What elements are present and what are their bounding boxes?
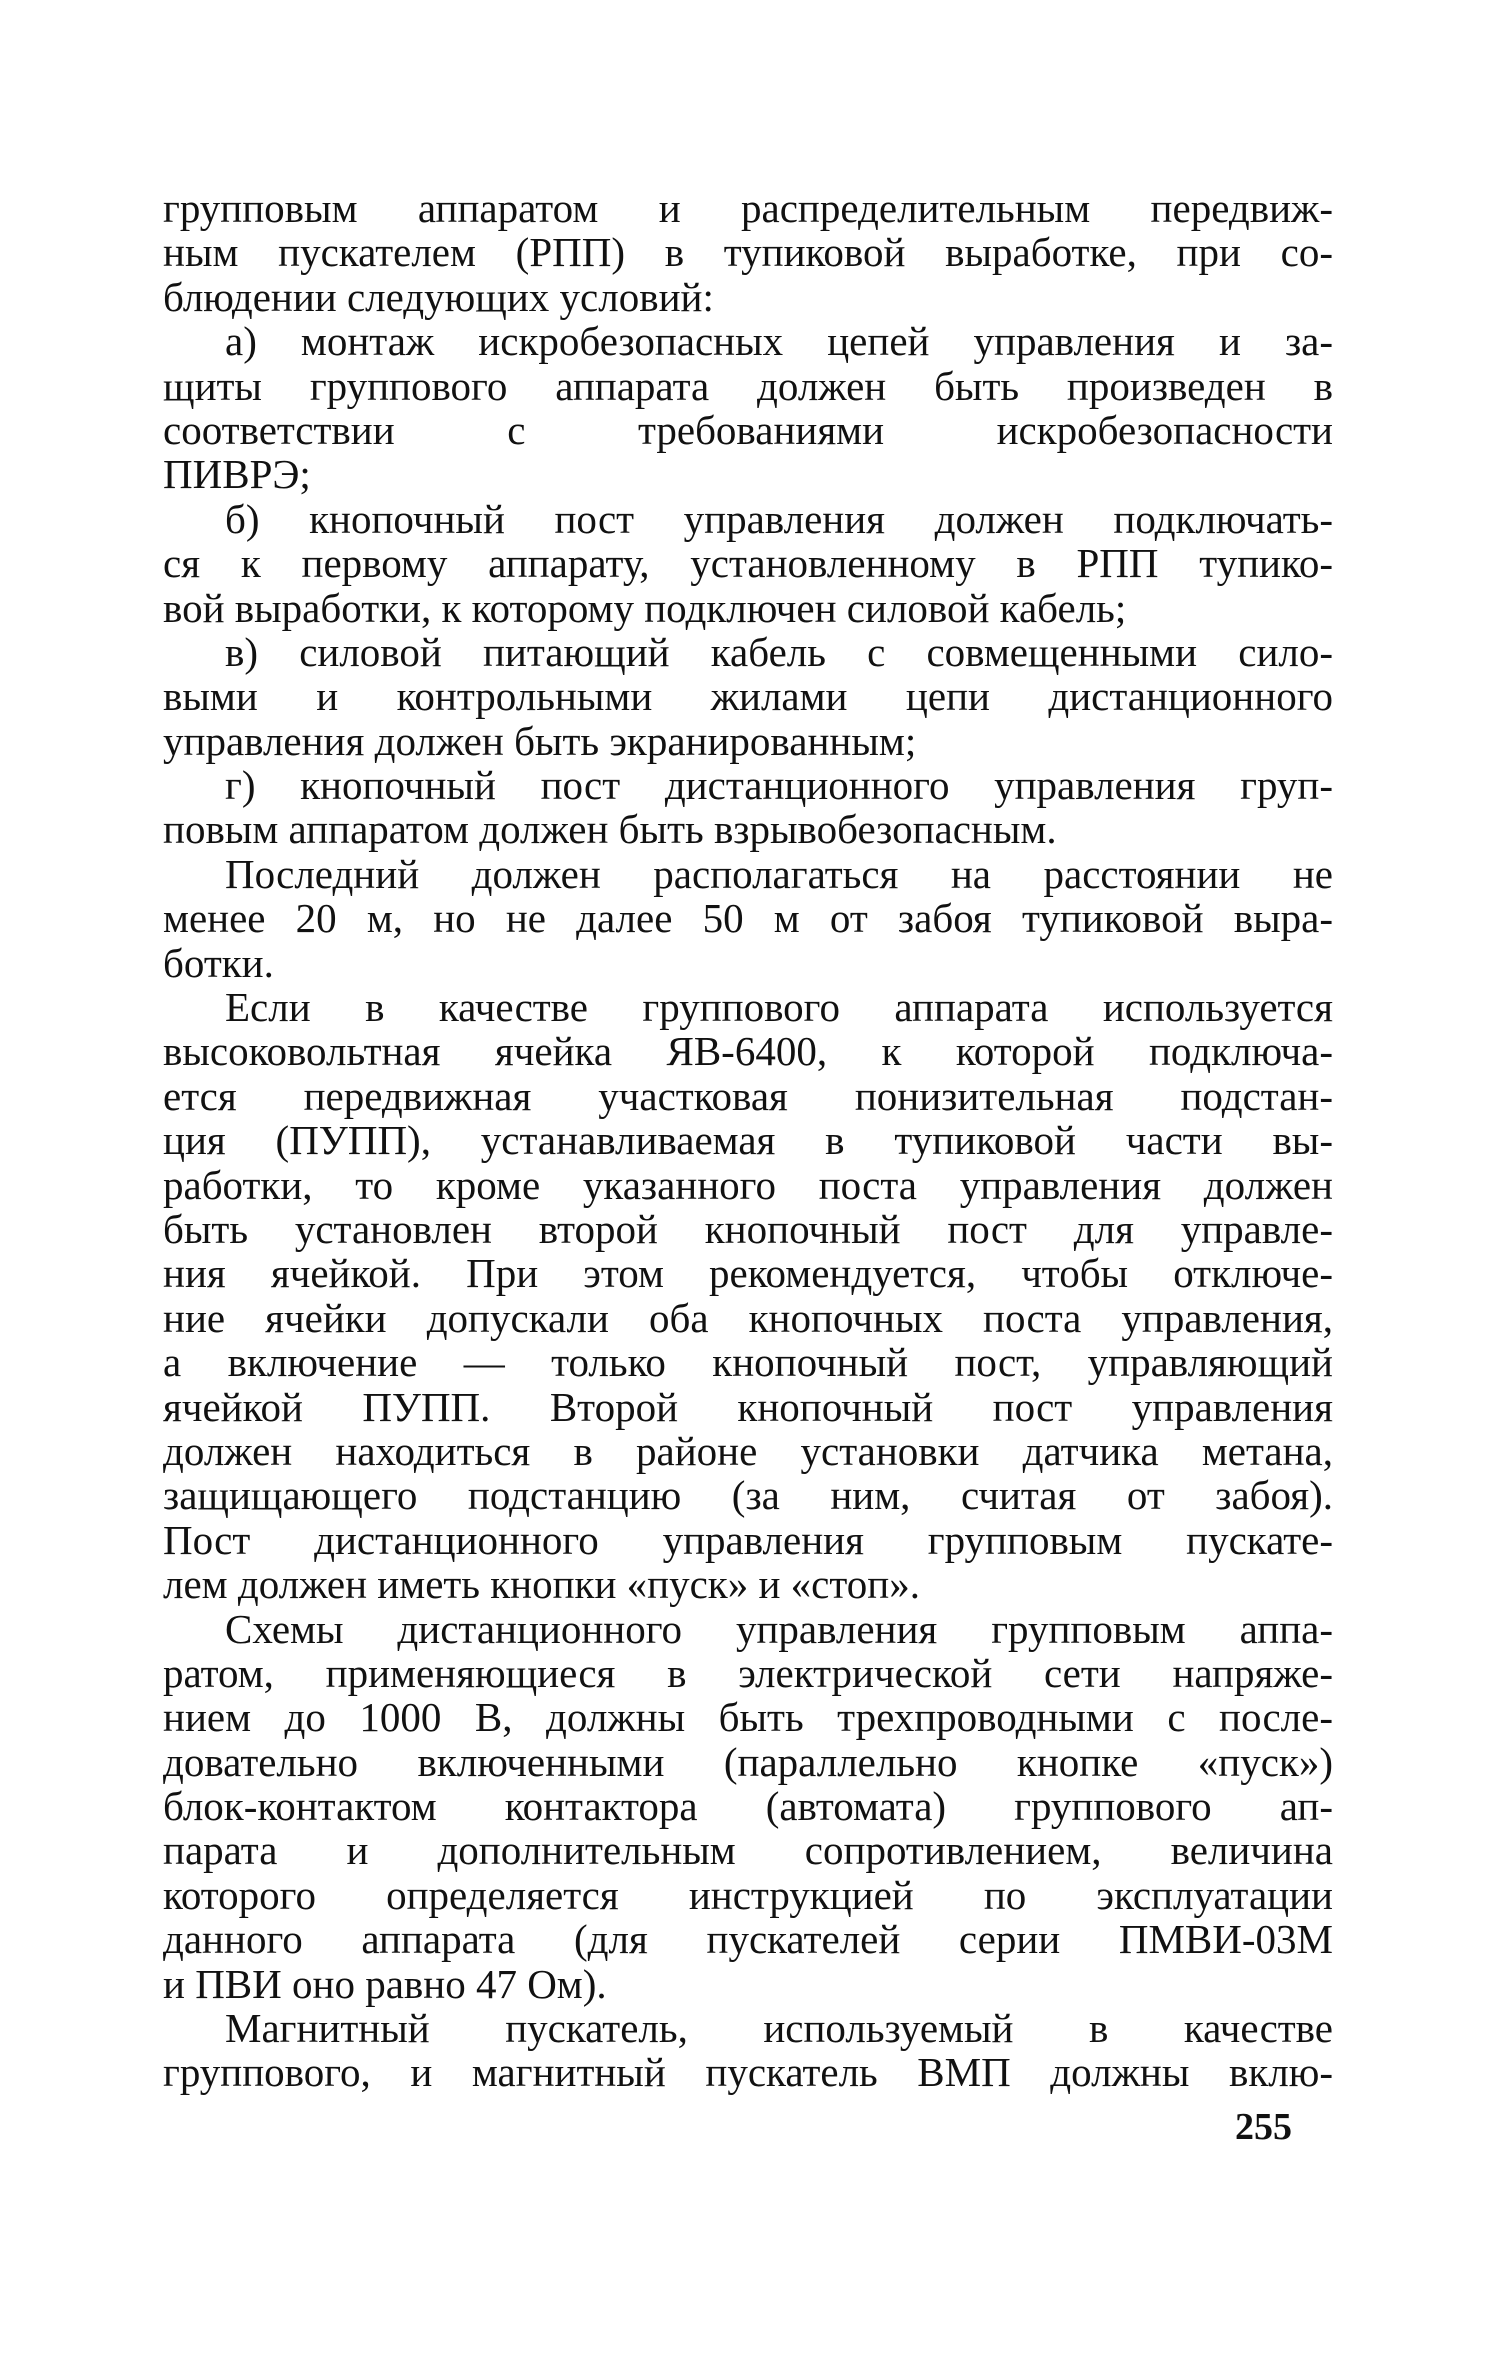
text-line: а включение — только кнопочный пост, управляющий [163,1339,1333,1386]
text-line: ция (ПУПП), устанавливаемая в тупиковой части вы- [163,1117,1333,1164]
text-line: Схемы дистанционного управления групповым аппа- [225,1605,1333,1652]
text-line: должен находиться в районе установки датчика метана, [163,1427,1333,1474]
page-number: 255 [1235,2106,1292,2148]
text-line: ния ячейкой. При этом рекомендуется, чтобы отключе- [163,1250,1333,1297]
text-line: в) силовой питающий кабель с совмещенными сило- [225,628,1333,675]
text-line: б) кнопочный пост управления должен подключать- [225,495,1333,542]
text-line: ние ячейки допускали оба кнопочных поста управления, [163,1294,1333,1341]
text-line: ратом, применяющиеся в электрической сети напряже- [163,1649,1333,1696]
text-line: защищающего подстанцию (за ним, считая от забоя). [163,1472,1333,1519]
text-line: щиты группового аппарата должен быть произведен в [163,362,1333,409]
text-line: соответствии с требованиями искробезопасности [163,406,1333,453]
text-line: управления должен быть экранированным; [163,717,917,764]
text-line: ся к первому аппарату, установленному в РПП тупико- [163,540,1333,587]
text-line: повым аппаратом должен быть взрывобезопасным. [163,806,1057,853]
text-line: групповым аппаратом и распределительным передвиж- [163,185,1333,231]
text-line: менее 20 м, но не далее 50 м от забоя тупиковой выра- [163,895,1333,942]
text-line: Последний должен располагаться на расстоянии не [225,850,1333,897]
text-line: данного аппарата (для пускателей серии ПМВИ-03М [163,1916,1333,1963]
text-line: ботки. [163,939,274,986]
text-line: выми и контрольными жилами цепи дистанционного [163,673,1333,720]
text-line: ПИВРЭ; [163,451,311,498]
body-text [163,186,1333,2095]
text-line: ным пускателем (РПП) в тупиковой выработке, при со- [163,229,1333,276]
text-line: ется передвижная участковая понизительная подстан- [163,1072,1333,1119]
text-line: лем должен иметь кнопки «пуск» и «стоп». [163,1561,920,1608]
text-line: г) кнопочный пост дистанционного управления груп- [225,762,1333,809]
text-line: и ПВИ оно равно 47 Ом). [163,1960,607,2007]
text-line: блюдении следующих условий: [163,273,714,320]
text-line: парата и дополнительным сопротивлением, величина [163,1827,1333,1874]
text-line: Магнитный пускатель, используемый в качестве [225,2005,1333,2052]
text-line: быть установлен второй кнопочный пост для управле- [163,1205,1333,1252]
text-line: работки, то кроме указанного поста управления должен [163,1161,1333,1208]
text-line: вой выработки, к которому подключен силовой кабель; [163,584,1127,631]
text-line: которого определяется инструкцией по эксплуатации [163,1871,1333,1918]
text-line: довательно включенными (параллельно кнопке «пуск») [163,1738,1333,1785]
text-line: Если в качестве группового аппарата используется [225,984,1333,1031]
text-line: группового, и магнитный пускатель ВМП должны вклю- [163,2049,1333,2096]
text-line: а) монтаж искробезопасных цепей управления и за- [225,318,1333,365]
text-line: нием до 1000 В, должны быть трехпроводными с после- [163,1694,1333,1741]
text-line: Пост дистанционного управления групповым пускате- [163,1516,1333,1563]
text-line: блок-контактом контактора (автомата) группового ап- [163,1783,1333,1830]
text-line: ячейкой ПУПП. Второй кнопочный пост управления [163,1383,1333,1430]
text-line: высоковольтная ячейка ЯВ-6400, к которой подключа- [163,1028,1333,1075]
